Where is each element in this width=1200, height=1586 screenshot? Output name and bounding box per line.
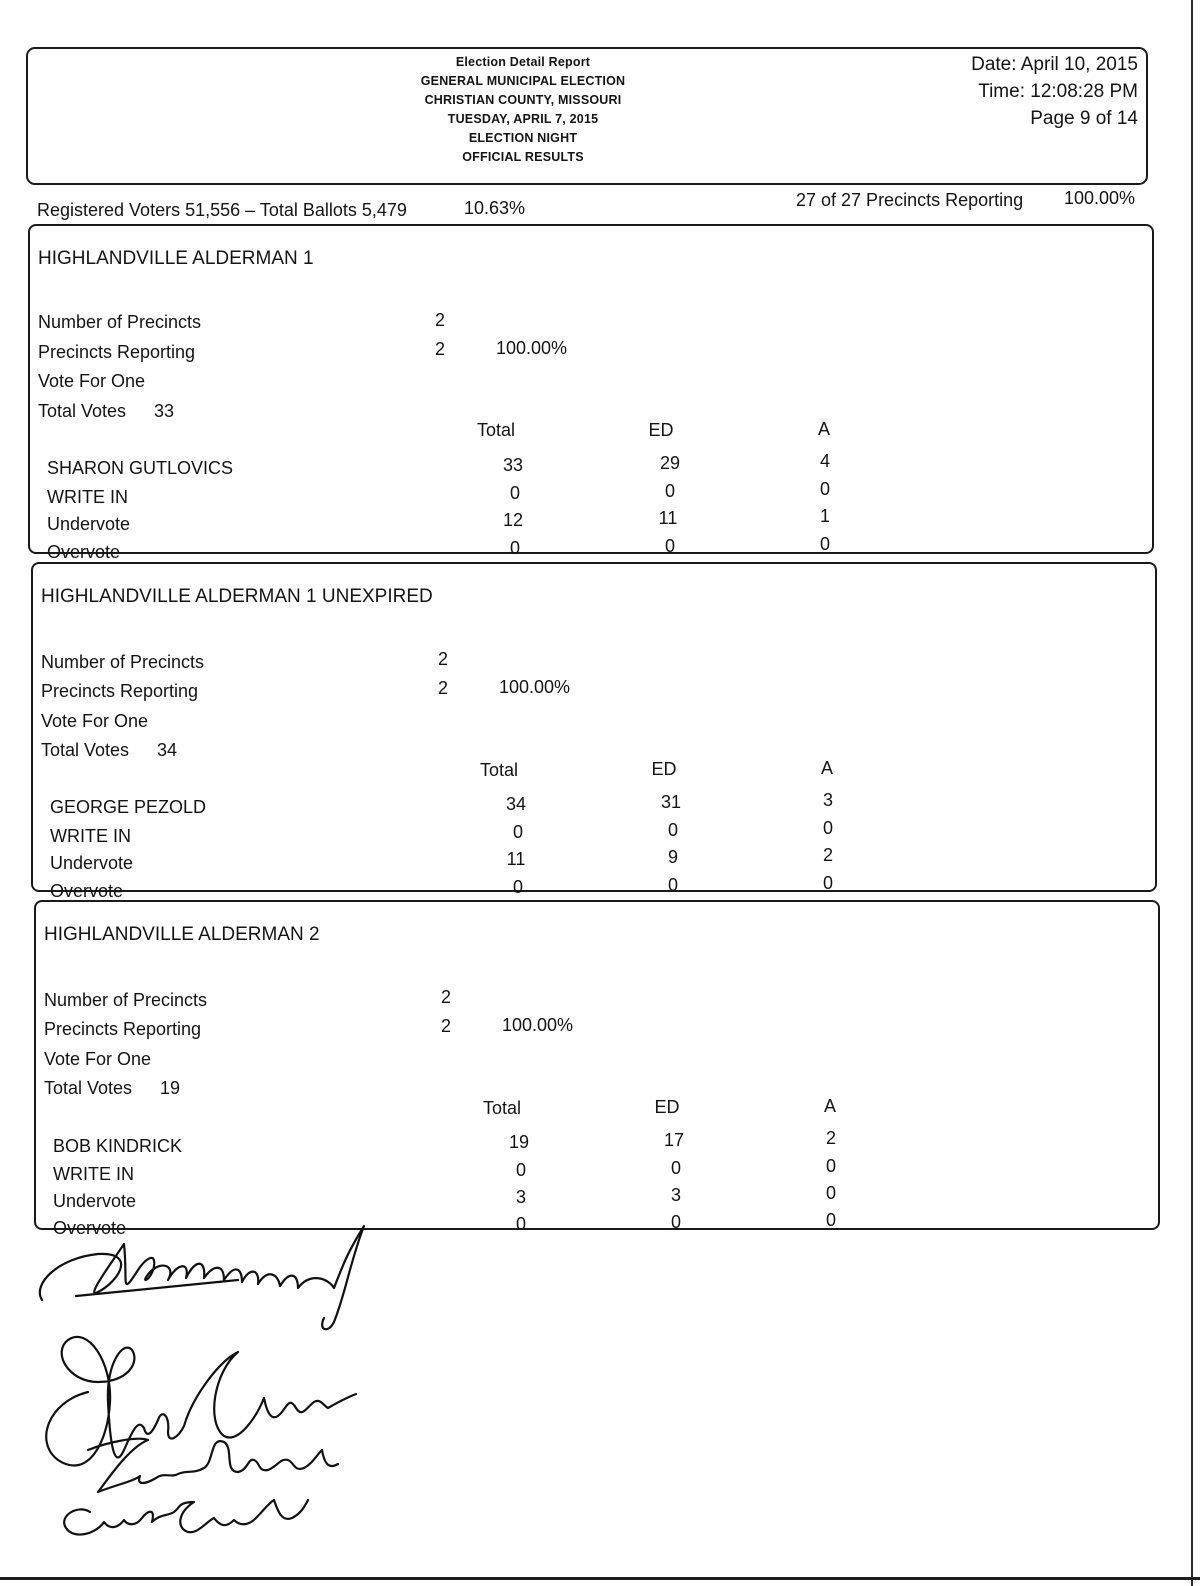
election-name: GENERAL MUNICIPAL ELECTION: [420, 74, 626, 88]
column-header-total: Total: [482, 1098, 522, 1118]
write-in-label: WRITE IN: [50, 826, 131, 846]
total-votes-value: 33: [154, 401, 175, 421]
election-night: ELECTION NIGHT: [468, 131, 578, 145]
page-number: Page 9 of 14: [1030, 108, 1138, 129]
column-header-ed: ED: [648, 420, 674, 440]
precincts-reporting-summary: 27 of 27 Precincts Reporting: [796, 190, 1024, 210]
total-votes-value: 34: [157, 740, 178, 760]
write-in-total: 0: [512, 822, 523, 842]
overvote-label: Overvote: [50, 881, 124, 901]
candidate-name: GEORGE PEZOLD: [50, 797, 207, 817]
contest-title: HIGHLANDVILLE ALDERMAN 1: [38, 248, 314, 269]
undervote-label: Undervote: [47, 514, 131, 534]
signature-4: [64, 1500, 308, 1535]
election-date: TUESDAY, APRIL 7, 2015: [447, 112, 599, 126]
column-header-total: Total: [476, 420, 516, 440]
report-header: [26, 47, 1148, 185]
candidate-total: 34: [505, 794, 527, 814]
overvote-a: 0: [825, 1210, 836, 1230]
candidate-total: 33: [502, 455, 524, 475]
undervote-a: 2: [822, 845, 833, 865]
precincts-reporting-value: 2: [441, 1016, 452, 1036]
candidate-name: BOB KINDRICK: [53, 1136, 183, 1156]
registered-voters: Registered Voters 51,556 – Total Ballots 5,479: [37, 200, 407, 220]
scan-edge-right: [1191, 0, 1193, 1586]
candidate-a: 2: [825, 1128, 836, 1148]
contest-card: [34, 900, 1160, 1238]
precincts-reporting-pct: 100.00%: [502, 1015, 574, 1035]
overvote-label: Overvote: [47, 542, 121, 562]
precincts-reporting-label: Precincts Reporting: [38, 342, 196, 362]
undervote-total: 3: [515, 1187, 526, 1207]
report-date: Date: April 10, 2015: [971, 54, 1138, 75]
write-in-total: 0: [509, 483, 520, 503]
report-title: Election Detail Report: [455, 55, 591, 69]
report-title-block: [358, 53, 688, 167]
overvote-total: 0: [515, 1214, 526, 1234]
undervote-ed: 3: [670, 1185, 681, 1205]
candidate-total: 19: [508, 1132, 530, 1152]
contest-title: HIGHLANDVILLE ALDERMAN 1 UNEXPIRED: [41, 586, 433, 607]
num-precincts-label: Number of Precincts: [38, 312, 202, 332]
overvote-ed: 0: [670, 1212, 681, 1232]
county-name: CHRISTIAN COUNTY, MISSOURI: [424, 93, 622, 107]
candidate-a: 4: [819, 451, 830, 471]
report-time: Time: 12:08:28 PM: [978, 81, 1138, 102]
undervote-total: 12: [502, 510, 524, 530]
undervote-ed: 9: [667, 847, 678, 867]
num-precincts-label: Number of Precincts: [44, 990, 208, 1010]
candidate-ed: 17: [663, 1130, 685, 1150]
num-precincts-label: Number of Precincts: [41, 652, 205, 672]
total-votes-label: Total Votes: [44, 1078, 133, 1098]
total-votes-value: 19: [160, 1078, 181, 1098]
write-in-a: 0: [822, 818, 833, 838]
signature-2: [46, 1337, 356, 1466]
candidate-a: 3: [822, 790, 833, 810]
scan-edge-bottom: [0, 1577, 1200, 1580]
undervote-total: 11: [506, 849, 526, 869]
write-in-ed: 0: [664, 481, 675, 501]
overvote-total: 0: [512, 877, 523, 897]
num-precincts-value: 2: [438, 649, 449, 669]
overvote-label: Overvote: [53, 1218, 127, 1238]
vote-for-label: Vote For One: [38, 371, 146, 391]
overvote-a: 0: [822, 873, 833, 893]
column-header-ed: ED: [651, 759, 677, 779]
column-header-a: A: [817, 419, 830, 439]
write-in-label: WRITE IN: [47, 487, 128, 507]
overvote-total: 0: [509, 538, 520, 558]
write-in-a: 0: [819, 479, 830, 499]
write-in-total: 0: [515, 1160, 526, 1180]
precincts-reporting-pct: 100.00%: [499, 677, 571, 697]
handwritten-signatures: [28, 1222, 388, 1552]
contest-title: HIGHLANDVILLE ALDERMAN 2: [44, 924, 320, 945]
precincts-reporting-percent: 100.00%: [1064, 188, 1136, 208]
contest-card: [28, 224, 1154, 562]
undervote-a: 1: [819, 506, 830, 526]
undervote-label: Undervote: [53, 1191, 137, 1211]
precincts-reporting-pct: 100.00%: [496, 338, 568, 358]
write-in-label: WRITE IN: [53, 1164, 134, 1184]
candidate-ed: 31: [660, 792, 682, 812]
official-results: OFFICIAL RESULTS: [462, 150, 584, 164]
precincts-reporting-value: 2: [435, 339, 446, 359]
undervote-ed: 11: [658, 508, 678, 528]
precincts-reporting-label: Precincts Reporting: [41, 681, 199, 701]
undervote-a: 0: [825, 1183, 836, 1203]
vote-for-label: Vote For One: [41, 711, 149, 731]
undervote-label: Undervote: [50, 853, 134, 873]
num-precincts-value: 2: [441, 987, 452, 1007]
contest-card: [31, 562, 1157, 901]
signature-1: [40, 1226, 364, 1329]
column-header-a: A: [820, 758, 833, 778]
turnout-percent: 10.63%: [464, 198, 526, 218]
write-in-ed: 0: [667, 820, 678, 840]
precincts-reporting-value: 2: [438, 678, 449, 698]
total-votes-label: Total Votes: [41, 740, 130, 760]
column-header-a: A: [823, 1096, 836, 1116]
num-precincts-value: 2: [435, 310, 446, 330]
column-header-ed: ED: [654, 1097, 680, 1117]
vote-for-label: Vote For One: [44, 1049, 152, 1069]
write-in-a: 0: [825, 1156, 836, 1176]
candidate-ed: 29: [659, 453, 681, 473]
precincts-reporting-label: Precincts Reporting: [44, 1019, 202, 1039]
overvote-ed: 0: [664, 536, 675, 556]
report-meta: [971, 51, 1138, 132]
overvote-ed: 0: [667, 875, 678, 895]
candidate-name: SHARON GUTLOVICS: [47, 458, 234, 478]
overvote-a: 0: [819, 534, 830, 554]
column-header-total: Total: [479, 760, 519, 780]
write-in-ed: 0: [670, 1158, 681, 1178]
total-votes-label: Total Votes: [38, 401, 127, 421]
